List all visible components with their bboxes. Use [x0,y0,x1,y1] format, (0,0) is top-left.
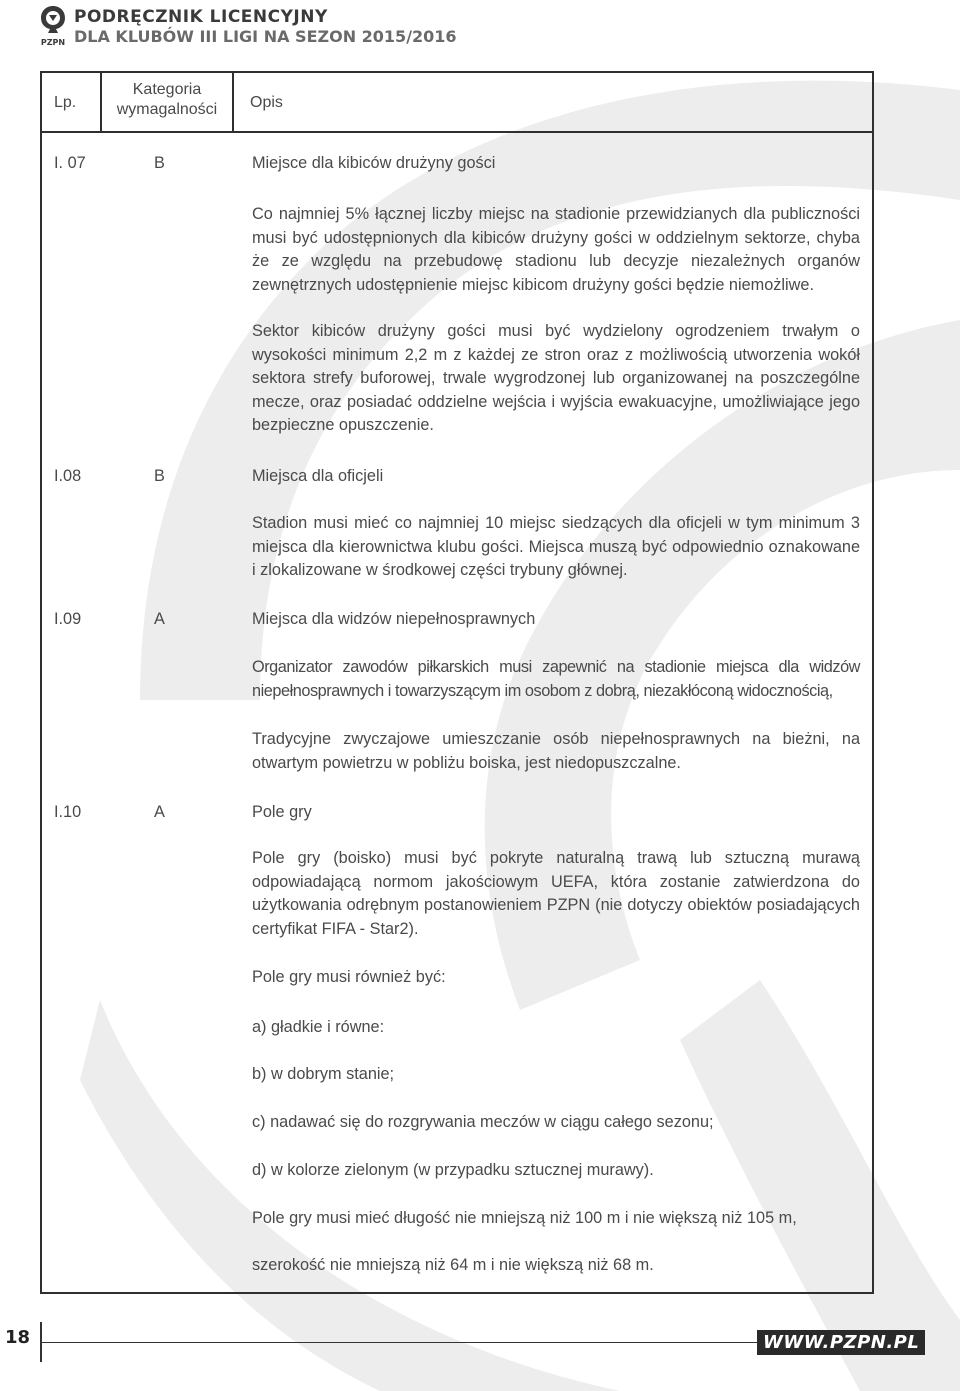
row-paragraph: Organizator zawodów piłkarskich musi zapewnić na stadionie miejsca dla widzów niepełnosprawnych i towarzyszącym im osobom z dobrą, niezakłóconą widocznością, [252,658,860,700]
row-list-item: b) w dobrym stanie; [252,1065,395,1083]
row-lp: I. 07 [54,154,86,172]
row-category: A [154,803,165,821]
column-header-category-line1: Kategoria [132,81,202,98]
row-paragraph: Pole gry musi również być: [252,968,446,986]
row-category: B [154,154,165,172]
requirements-table [40,71,874,1294]
page-number-box [0,1322,42,1362]
row-paragraph: szerokość nie mniejszą niż 64 m i nie większą niż 68 m. [252,1256,654,1274]
header-divider [42,131,872,133]
logo-text: PZPN [40,38,66,47]
row-title: Miejsca dla widzów niepełnosprawnych [252,610,536,628]
row-paragraph: Pole gry (boisko) musi być pokryte naturalną trawą lub sztuczną murawą odpowiadającą normom jakościowym UEFA, która zostanie zatwierdzona do użytkowania odrębnym postanowieniem PZPN (nie dotyczy obiektów posiadających certyfikat FIFA - Star2). [252,849,860,938]
row-list-item: a) gładkie i równe: [252,1018,385,1036]
row-paragraph: Pole gry musi mieć długość nie mniejszą niż 100 m i nie większą niż 105 m, [252,1209,797,1227]
row-paragraph: Sektor kibiców drużyny gości musi być wydzielony ogrodzeniem trwałym o wysokości minimum 2,2 m z każdej ze stron oraz z możliwością utworzenia wokół sektora strefy buforowej, trwale wygrodzonej lub organizowanej na poszczególne mecze, oraz posiadać oddzielne wejścia i wyjścia ewakuacyjne, umożliwiające jego bezpieczne opuszczenie. [252,322,860,434]
column-header-category [103,81,231,119]
row-category: B [154,467,165,485]
row-paragraph: Stadion musi mieć co najmniej 10 miejsc siedzących dla oficjeli w tym minimum 3 miejsca dla kierownictwa klubu gości. Miejsca muszą być odpowiednio oznakowane i zlokalizowane w środkowej części trybuny głównej. [252,514,860,579]
row-paragraph: Tradycyjne zwyczajowe umieszczanie osób niepełnosprawnych na bieżni, na otwartym powietrzu w pobliżu boiska, jest niedopuszczalne. [252,730,860,772]
pzpn-logo [38,4,68,48]
row-category: A [154,610,165,628]
column-divider [100,73,102,131]
column-header-category-line2: wymagalności [116,101,218,118]
column-header-description: Opis [250,94,283,111]
row-title: Miejsca dla oficjeli [252,467,384,485]
header-subtitle: DLA KLUBÓW III LIGI NA SEZON 2015/2016 [74,27,457,46]
footer-divider [40,1342,758,1343]
row-paragraph: Co najmniej 5% łącznej liczby miejsc na stadionie przewidzianych dla publiczności musi być udostępnionych dla kibiców drużyny gości w oddzielnym sektorze, chyba że ze względu na przebudowę stadionu lub decyzje niezależnych organów zewnętrznych udostępnienie miejsc kibicom drużyny gości będzie niemożliwe. [252,205,860,294]
page-number: 18 [4,1327,30,1348]
website-link[interactable]: WWW.PZPN.PL [757,1330,925,1355]
row-title: Pole gry [252,803,312,821]
row-list-item: d) w kolorze zielonym (w przypadku sztucznej murawy). [252,1161,654,1179]
column-divider [232,73,234,131]
row-title: Miejsce dla kibiców drużyny gości [252,154,496,172]
column-header-lp: Lp. [54,94,77,111]
row-lp: I.10 [54,803,82,821]
row-lp: I.09 [54,610,82,628]
row-lp: I.08 [54,467,82,485]
header-title: PODRĘCZNIK LICENCYJNY [74,7,328,27]
row-list-item: c) nadawać się do rozgrywania meczów w ciągu całego sezonu; [252,1113,714,1131]
